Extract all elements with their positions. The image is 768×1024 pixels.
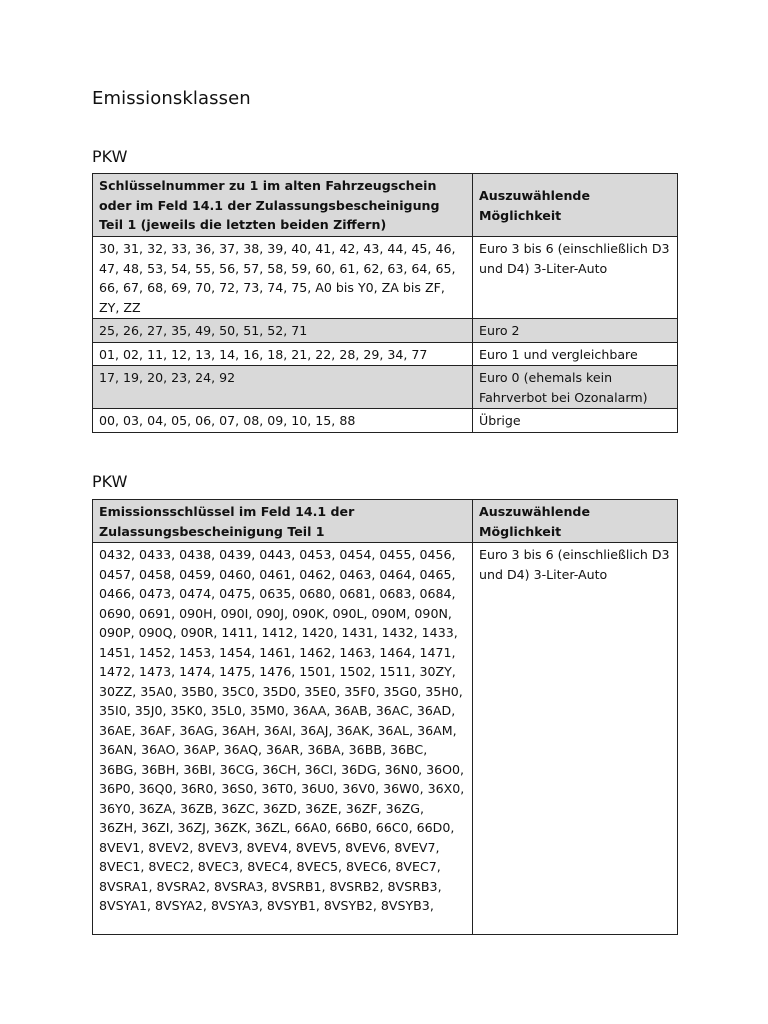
cell-codes: 00, 03, 04, 05, 06, 07, 08, 09, 10, 15, 88 (93, 409, 473, 433)
table-row (93, 342, 678, 366)
header-key-number: Schlüsselnummer zu 1 im alten Fahrzeugschein oder im Feld 14.1 der Zulassungsbescheinigung Teil 1 (jeweils die letzten beiden Ziffern) (93, 174, 473, 237)
header-option: Auszuwählende Möglichkeit (473, 500, 678, 543)
cell-option: Euro 0 (ehemals kein Fahrverbot bei Ozonalarm) (473, 366, 678, 409)
table-row (93, 366, 678, 409)
emission-table-1 (92, 173, 678, 433)
cell-option: Euro 1 und vergleichbare (473, 342, 678, 366)
cell-codes: 0432, 0433, 0438, 0439, 0443, 0453, 0454, 0455, 0456, 0457, 0458, 0459, 0460, 0461, 0462, 0463, 0464, 0465, 0466, 0473, 0474, 0475, 0635, 0680, 0681, 0683, 0684, 0690, 0691, 090H, 090I, 090J, 090K, 090L, 090M, 090N, 090P, 090Q, 090R, 1411, 1412, 1420, 1431, 1432, 1433, 1451, 1452, 1453, 1454, 1461, 1462, 1463, 1464, 1471, 1472, 1473, 1474, 1475, 1476, 1501, 1502, 1511, 30ZY, 30ZZ, 35A0, 35B0, 35C0, 35D0, 35E0, 35F0, 35G0, 35H0, 35I0, 35J0, 35K0, 35L0, 35M0, 36AA, 36AB, 36AC, 36AD, 36AE, 36AF, 36AG, 36AH, 36AI, 36AJ, 36AK, 36AL, 36AM, 36AN, 36AO, 36AP, 36AQ, 36AR, 36BA, 36BB, 36BC, 36BG, 36BH, 36BI, 36CG, 36CH, 36CI, 36DG, 36N0, 36O0, 36P0, 36Q0, 36R0, 36S0, 36T0, 36U0, 36V0, 36W0, 36X0, 36Y0, 36ZA, 36ZB, 36ZC, 36ZD, 36ZE, 36ZF, 36ZG, 36ZH, 36ZI, 36ZJ, 36ZK, 36ZL, 66A0, 66B0, 66C0, 66D0, 8VEV1, 8VEV2, 8VEV3, 8VEV4, 8VEV5, 8VEV6, 8VEV7, 8VEC1, 8VEC2, 8VEC3, 8VEC4, 8VEC5, 8VEC6, 8VEC7, 8VSRA1, 8VSRA2, 8VSRA3, 8VSRB1, 8VSRB2, 8VSRB3, 8VSYA1, 8VSYA2, 8VSYA3, 8VSYB1, 8VSYB2, 8VSYB3, (93, 543, 473, 935)
table-row (93, 237, 678, 319)
cell-option: Euro 2 (473, 319, 678, 343)
emission-table-2 (92, 499, 678, 935)
cell-option: Euro 3 bis 6 (einschließlich D3 und D4) 3-Liter-Auto (473, 543, 678, 935)
table-header-row (93, 174, 678, 237)
cell-option: Übrige (473, 409, 678, 433)
cell-codes: 25, 26, 27, 35, 49, 50, 51, 52, 71 (93, 319, 473, 343)
page-title: Emissionsklassen (92, 88, 251, 109)
section-label-pkw-1: PKW (92, 147, 128, 166)
header-option: Auszuwählende Möglichkeit (473, 174, 678, 237)
cell-codes: 01, 02, 11, 12, 13, 14, 16, 18, 21, 22, 28, 29, 34, 77 (93, 342, 473, 366)
table-row (93, 543, 678, 935)
cell-codes: 30, 31, 32, 33, 36, 37, 38, 39, 40, 41, 42, 43, 44, 45, 46, 47, 48, 53, 54, 55, 56, 57, 58, 59, 60, 61, 62, 63, 64, 65, 66, 67, 68, 69, 70, 72, 73, 74, 75, A0 bis Y0, ZA bis ZF, ZY, ZZ (93, 237, 473, 319)
table-row (93, 409, 678, 433)
section-label-pkw-2: PKW (92, 472, 128, 491)
table-header-row (93, 500, 678, 543)
cell-codes: 17, 19, 20, 23, 24, 92 (93, 366, 473, 409)
cell-option: Euro 3 bis 6 (einschließlich D3 und D4) 3-Liter-Auto (473, 237, 678, 319)
header-emission-key: Emissionsschlüssel im Feld 14.1 der Zulassungsbescheinigung Teil 1 (93, 500, 473, 543)
table-row (93, 319, 678, 343)
